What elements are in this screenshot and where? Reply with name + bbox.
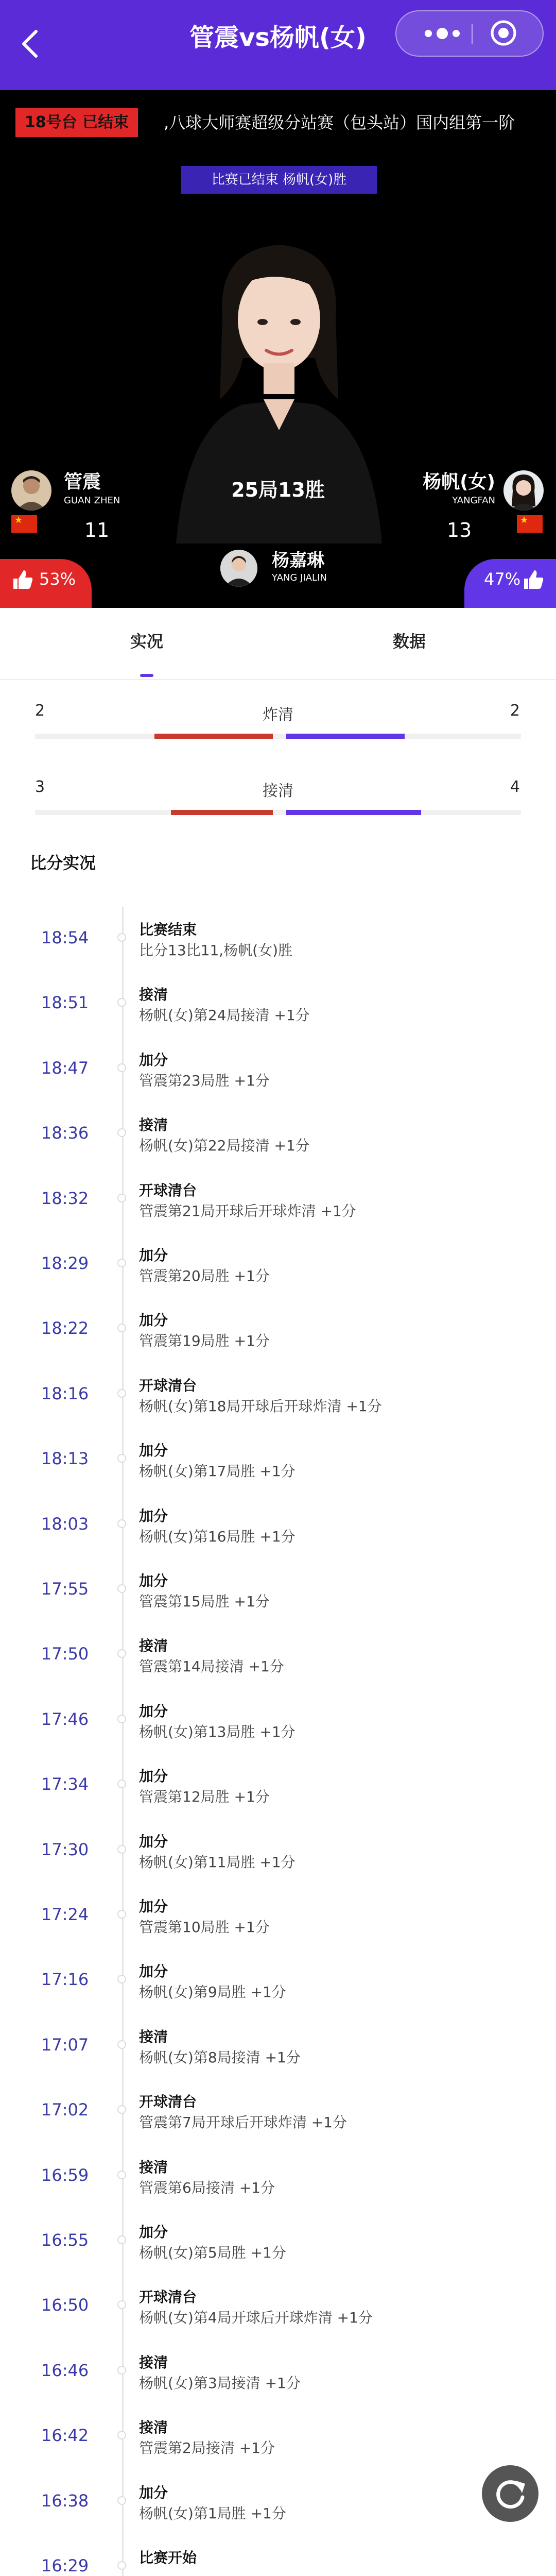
- stat-right-value: 4: [510, 778, 520, 796]
- star-icon: ★: [520, 515, 529, 526]
- timeline-dot: [117, 1519, 126, 1528]
- table-status-badge: 18号台 已结束: [15, 108, 138, 137]
- timeline-event-desc: 杨帆(女)第17局胜 +1分: [139, 1463, 296, 1480]
- timeline-item: [0, 1114, 556, 1179]
- timeline-event-type: 接清: [139, 986, 168, 1004]
- timeline-dot: [117, 2040, 126, 2049]
- timeline-time: 17:02: [41, 2100, 89, 2120]
- timeline-event-type: 加分: [139, 1247, 168, 1264]
- timeline-dot: [117, 1715, 126, 1723]
- timeline-event-desc: 比分13比11,杨帆(女)胜: [139, 942, 293, 959]
- stat-label: 炸清: [263, 706, 293, 724]
- player-right-name: 杨帆(女): [423, 471, 495, 493]
- timeline-dot: [117, 1910, 126, 1919]
- timeline-dot: [117, 1845, 126, 1854]
- timeline-event-desc: 杨帆(女)第22局接清 +1分: [139, 1137, 310, 1155]
- timeline-event-desc: 管震第20局胜 +1分: [139, 1267, 270, 1284]
- timeline-event-desc: 杨帆(女)第11局胜 +1分: [139, 1853, 296, 1871]
- referee-name: 杨嘉琳: [272, 550, 324, 571]
- timeline-dot: [117, 1063, 126, 1072]
- vote-right-button[interactable]: [464, 559, 556, 608]
- vote-left-button[interactable]: [0, 559, 92, 608]
- timeline-dot: [117, 2561, 126, 2570]
- tab-data[interactable]: 数据: [392, 632, 426, 651]
- vote-right-percent: 47%: [484, 569, 521, 589]
- timeline-time: 18:03: [41, 1514, 89, 1534]
- stat-track: [35, 734, 521, 739]
- timeline-time: 17:07: [41, 2035, 89, 2055]
- stat-bar-left: [154, 734, 273, 739]
- timeline-item: [0, 1309, 556, 1374]
- timeline-event-type: 接清: [139, 1116, 168, 1134]
- referee-avatar: [220, 550, 257, 587]
- timeline-item: [0, 1895, 556, 1960]
- timeline-event-type: 比赛开始: [139, 2549, 197, 2566]
- timeline-event-type: 加分: [139, 1898, 168, 1915]
- timeline-dot: [117, 1259, 126, 1267]
- timeline-event-type: 加分: [139, 1442, 168, 1460]
- timeline-event-type: 加分: [139, 1507, 168, 1524]
- timeline-time: 18:22: [41, 1318, 89, 1338]
- player-right-score: 13: [446, 519, 472, 541]
- tab-bar: [0, 608, 556, 680]
- timeline-item: [0, 1375, 556, 1439]
- timeline-event-type: 加分: [139, 1833, 168, 1850]
- timeline-title: 比分实况: [30, 853, 96, 873]
- timeline-time: 17:34: [41, 1774, 89, 1794]
- timeline-time: 16:46: [41, 2360, 89, 2380]
- timeline-event-type: 加分: [139, 1051, 168, 1069]
- timeline-dot: [117, 933, 126, 942]
- timeline-item: [0, 2547, 556, 2576]
- page-title: 管震vs杨帆(女): [189, 23, 367, 52]
- timeline-item: [0, 984, 556, 1048]
- timeline-event-desc: 管震第10局胜 +1分: [139, 1919, 270, 1936]
- thumbs-up-icon: [11, 568, 34, 591]
- timeline-event-desc: 杨帆(女)第1局胜 +1分: [139, 2504, 286, 2522]
- timeline-event-type: 加分: [139, 1702, 168, 1720]
- stat-label: 接清: [263, 782, 293, 800]
- timeline-item: [0, 1960, 556, 2025]
- timeline-item: [0, 1765, 556, 1830]
- timeline-event-desc: 管震第7局开球后开球炸清 +1分: [139, 2114, 347, 2131]
- timeline-item: [0, 2221, 556, 2286]
- player-right-name-en: YANGFAN: [452, 495, 495, 506]
- timeline-item: [0, 1439, 556, 1504]
- timeline-item: [0, 2416, 556, 2481]
- timeline-event-type: 加分: [139, 1312, 168, 1329]
- refresh-button[interactable]: [482, 2465, 538, 2522]
- more-dots-icon[interactable]: [414, 11, 471, 56]
- timeline-dot: [117, 1128, 126, 1137]
- avatar-left: [11, 470, 51, 511]
- timeline-dot: [117, 1389, 126, 1398]
- timeline-event-desc: 杨帆(女)第4局开球后开球炸清 +1分: [139, 2309, 373, 2327]
- timeline-item: [0, 1700, 556, 1765]
- timeline-event-type: 接清: [139, 1637, 168, 1655]
- timeline-dot: [117, 2105, 126, 2114]
- timeline-event-type: 开球清台: [139, 1377, 197, 1394]
- event-title: ,八球大师赛超级分站赛（包头站）国内组第一阶: [164, 113, 515, 132]
- frames-format: 25局13胜: [231, 479, 325, 501]
- stat-left-value: 2: [35, 702, 45, 720]
- timeline-dot: [117, 2366, 126, 2375]
- timeline-event-type: 加分: [139, 2484, 168, 2501]
- stat-bar-right: [286, 810, 421, 815]
- timeline-event-type: 开球清台: [139, 2289, 197, 2306]
- timeline-event-type: 接清: [139, 2158, 168, 2176]
- stat-bar-right: [286, 734, 405, 739]
- mini-program-capsule: [395, 10, 544, 57]
- timeline-time: 18:54: [41, 928, 89, 947]
- timeline-item: [0, 919, 556, 984]
- timeline-event-desc: 杨帆(女)第13局胜 +1分: [139, 1723, 296, 1740]
- timeline-time: 17:24: [41, 1905, 89, 1924]
- timeline-time: 18:32: [41, 1188, 89, 1208]
- timeline-item: [0, 1179, 556, 1244]
- timeline-event-desc: 杨帆(女)第9局胜 +1分: [139, 1984, 286, 2001]
- stat-row: [0, 702, 556, 758]
- timeline-event-type: 接清: [139, 2419, 168, 2436]
- player-left-name: 管震: [64, 471, 101, 493]
- timeline-item: [0, 1049, 556, 1114]
- tab-live[interactable]: 实况: [130, 632, 163, 651]
- timeline-time: 17:16: [41, 1970, 89, 1990]
- stat-bar-left: [171, 810, 273, 815]
- flag-cn-left: [11, 515, 37, 533]
- timeline-event-type: 加分: [139, 1768, 168, 1785]
- timeline-event-desc: 管震第21局开球后开球炸清 +1分: [139, 1202, 356, 1219]
- timeline-time: 18:36: [41, 1123, 89, 1143]
- timeline-dot: [117, 2300, 126, 2309]
- timeline-time: 16:29: [41, 2556, 89, 2575]
- timeline-event-desc: 杨帆(女)第8局接清 +1分: [139, 2048, 301, 2066]
- timeline-dot: [117, 1454, 126, 1463]
- timeline-event-type: 加分: [139, 2224, 168, 2241]
- timeline-item: [0, 1635, 556, 1700]
- timeline-dot: [117, 1649, 126, 1658]
- timeline-item: [0, 2286, 556, 2351]
- timeline-dot: [117, 1194, 126, 1202]
- timeline-event-type: 加分: [139, 1572, 168, 1589]
- timeline-time: 18:47: [41, 1058, 89, 1078]
- timeline-item: [0, 2156, 556, 2221]
- result-banner: 比赛已结束 杨帆(女)胜: [181, 166, 377, 194]
- timeline-event-desc: 管震第15局胜 +1分: [139, 1593, 270, 1610]
- thumbs-up-icon: [522, 568, 545, 591]
- timeline-item: [0, 2091, 556, 2156]
- timeline-dot: [117, 998, 126, 1007]
- timeline-dot: [117, 1780, 126, 1788]
- timeline-time: 16:50: [41, 2295, 89, 2315]
- timeline-time: 17:30: [41, 1839, 89, 1859]
- timeline-item: [0, 2351, 556, 2416]
- flag-cn-right: [517, 515, 543, 533]
- app-header: [0, 0, 556, 90]
- timeline-event-desc: 杨帆(女)第3局接清 +1分: [139, 2374, 301, 2392]
- timeline-time: 16:59: [41, 2165, 89, 2185]
- stat-track: [35, 810, 521, 815]
- timeline-dot: [117, 1584, 126, 1593]
- timeline-event-desc: 杨帆(女)第18局开球后开球炸清 +1分: [139, 1397, 382, 1415]
- timeline-event-desc: 管震第23局胜 +1分: [139, 1072, 270, 1089]
- player-left-name-en: GUAN ZHEN: [64, 495, 120, 506]
- stat-left-value: 3: [35, 778, 45, 796]
- star-icon: ★: [14, 515, 23, 526]
- timeline-time: 16:38: [41, 2490, 89, 2511]
- timeline-time: 18:29: [41, 1253, 89, 1273]
- timeline-item: [0, 1570, 556, 1635]
- timeline-time: 16:42: [41, 2426, 89, 2446]
- timeline-time: 17:50: [41, 1644, 89, 1664]
- timeline-event-desc: 管震第14局接清 +1分: [139, 1658, 284, 1675]
- timeline-time: 17:46: [41, 1709, 89, 1729]
- stat-right-value: 2: [510, 702, 520, 720]
- referee-name-en: YANG JIALIN: [272, 572, 327, 583]
- avatar-right: [503, 470, 544, 511]
- capsule-divider: [472, 24, 473, 44]
- timeline-item: [0, 2482, 556, 2547]
- timeline-dot: [117, 1324, 126, 1332]
- timeline-event-type: 接清: [139, 2028, 168, 2045]
- timeline-dot: [117, 2171, 126, 2179]
- vote-left-percent: 53%: [39, 569, 76, 589]
- timeline-event-desc: 管震第12局胜 +1分: [139, 1788, 270, 1806]
- tab-active-indicator: [140, 674, 153, 677]
- match-panel: [0, 90, 556, 608]
- timeline-time: 18:13: [41, 1449, 89, 1469]
- refresh-icon: [482, 2465, 538, 2522]
- timeline-event-desc: 杨帆(女)第24局接清 +1分: [139, 1007, 310, 1024]
- timeline-event-type: 比赛结束: [139, 921, 197, 938]
- timeline-event-desc: 管震第6局接清 +1分: [139, 2179, 275, 2196]
- player-left-score: 11: [84, 519, 110, 541]
- timeline-time: 17:55: [41, 1579, 89, 1599]
- target-icon[interactable]: [489, 19, 518, 47]
- stat-row: [0, 778, 556, 835]
- timeline-event-desc: 杨帆(女)第16局胜 +1分: [139, 1528, 296, 1545]
- timeline-event-desc: 管震第2局接清 +1分: [139, 2439, 275, 2457]
- timeline-event-type: 开球清台: [139, 1181, 197, 1199]
- timeline-event-type: 开球清台: [139, 2093, 197, 2111]
- timeline-dot: [117, 1975, 126, 1984]
- timeline-dot: [117, 2431, 126, 2439]
- timeline-dot: [117, 2496, 126, 2505]
- timeline-time: 16:55: [41, 2230, 89, 2250]
- timeline-event-desc: 杨帆(女)第5局胜 +1分: [139, 2244, 286, 2261]
- timeline-time: 18:16: [41, 1383, 89, 1403]
- timeline-time: 18:51: [41, 993, 89, 1013]
- timeline-dot: [117, 2235, 126, 2244]
- timeline-event-type: 加分: [139, 1963, 168, 1980]
- timeline-event-type: 接清: [139, 2353, 168, 2371]
- timeline-item: [0, 2026, 556, 2091]
- timeline-event-desc: 管震第19局胜 +1分: [139, 1332, 270, 1350]
- timeline-item: [0, 1505, 556, 1570]
- timeline-item: [0, 1244, 556, 1309]
- timeline-item: [0, 1831, 556, 1895]
